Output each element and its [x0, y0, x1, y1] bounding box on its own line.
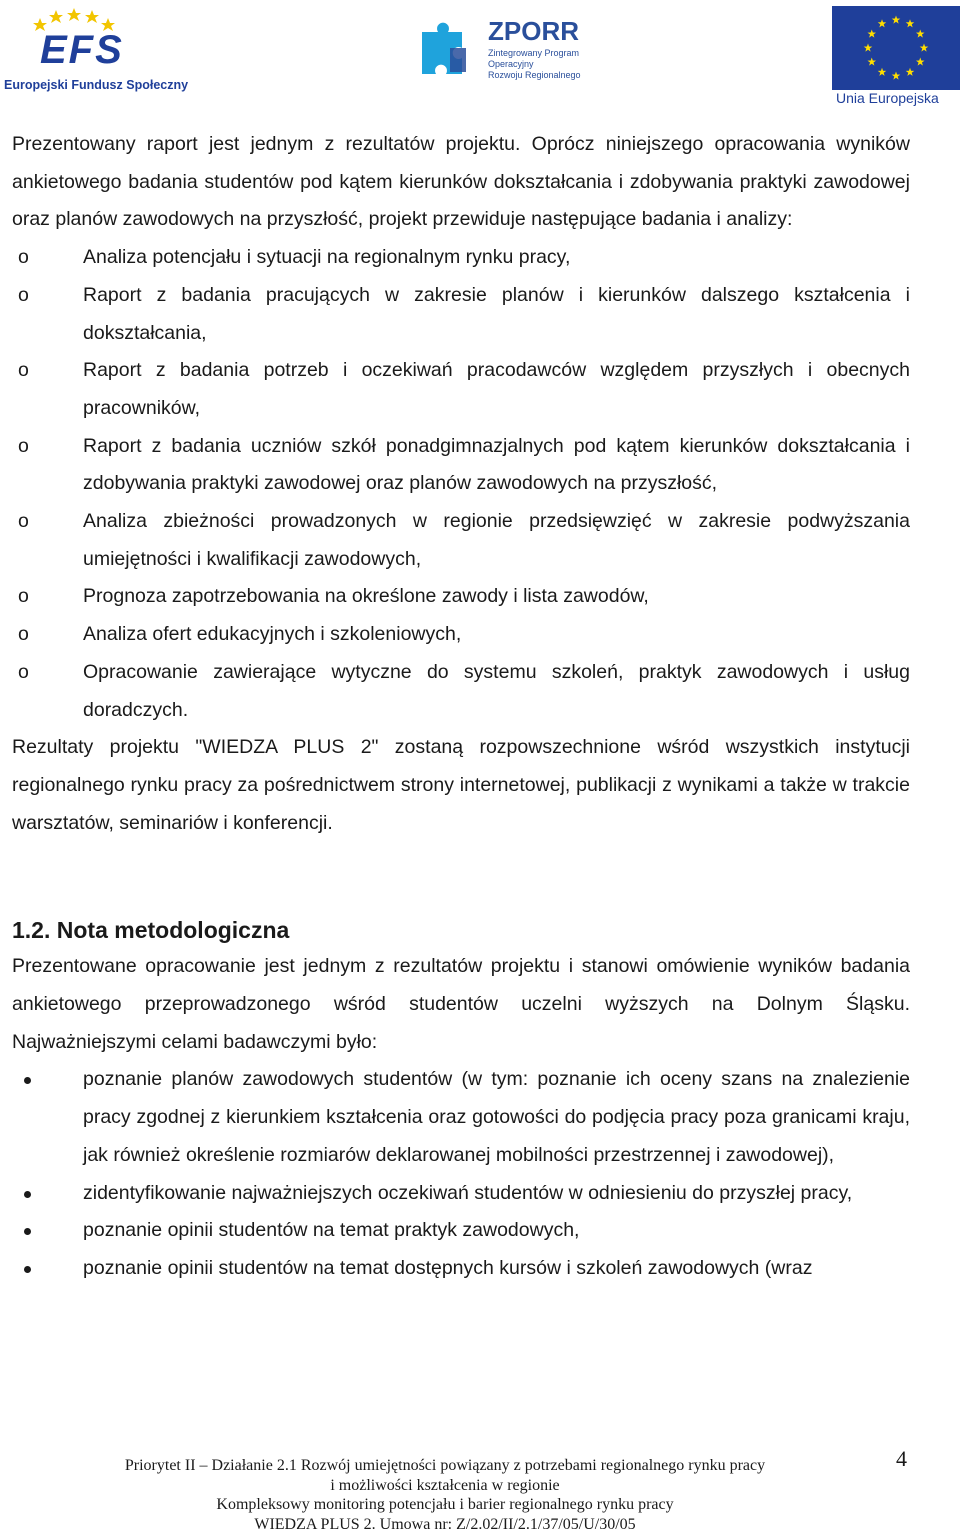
- intro-paragraph: Prezentowany raport jest jednym z rezultatów projektu. Oprócz niniejszego opracowania wyników ankietowego badania studentów pod kątem kierunków dokształcania i zdobywania praktyki zawodowej oraz planów zawodowych na przyszłość, projekt przewiduje następujące badania i analizy:: [12, 133, 910, 231]
- analyses-item-text: Raport z badania potrzeb i oczekiwań pracodawców względem przyszłych i obecnych pracowników,: [83, 359, 910, 419]
- analyses-item-text: Analiza ofert edukacyjnych i szkoleniowych,: [83, 623, 462, 646]
- list-marker: o: [18, 359, 29, 382]
- analyses-item-text: Analiza zbieżności prowadzonych w regionie przedsięwzięć w zakresie podwyższania umiejętności i kwalifikacji zawodowych,: [83, 510, 910, 570]
- page-number: 4: [896, 1446, 907, 1471]
- puzzle-icon: [416, 18, 482, 84]
- list-marker: o: [18, 283, 29, 306]
- list-marker: o: [18, 660, 29, 683]
- goals-item: [12, 1175, 910, 1213]
- footer-line-3: Kompleksowy monitoring potencjału i barier regionalnego rynku pracy: [216, 1496, 674, 1513]
- zporr-logo: [412, 14, 592, 86]
- eu-logo: [832, 6, 960, 108]
- analyses-item: [12, 503, 910, 578]
- analyses-item: [12, 428, 910, 503]
- zporr-subtitle-3: Rozwoju Regionalnego: [488, 70, 581, 80]
- bullet-icon: [24, 1228, 31, 1235]
- eu-star-icon: [878, 68, 887, 76]
- goals-list: [12, 1061, 910, 1287]
- analyses-item: [12, 654, 910, 729]
- footer-line-4: WIEDZA PLUS 2. Umowa nr: Z/2.02/II/2.1/37/05/U/30/05: [254, 1515, 636, 1533]
- analyses-list: [12, 239, 910, 729]
- analyses-item-text: Raport z badania pracujących w zakresie planów i kierunków dalszego kształcenia i dokształcania,: [83, 283, 910, 344]
- bullet-icon: [24, 1077, 31, 1084]
- analyses-item-text: Raport z badania uczniów szkół ponadgimnazjalnych pod kątem kierunków dokształcania i zdobywania praktyki zawodowej oraz planów zawodowych na przyszłość,: [83, 434, 910, 495]
- list-marker: o: [18, 510, 29, 533]
- analyses-item: [12, 352, 910, 427]
- eu-star-icon: [892, 16, 901, 24]
- efs-logo-text: EFS: [40, 28, 124, 72]
- section-intro-paragraph: Prezentowane opracowanie jest jednym z rezultatów projektu i stanowi omówienie wyników badania ankietowego przeprowadzonego wśród studentów uczelni wyższych na Dolnym Śląsku. Najważniejszymi celami badawczymi było:: [12, 955, 910, 1053]
- eu-star-icon: [920, 44, 929, 52]
- list-marker: o: [18, 246, 29, 269]
- analyses-item: [12, 578, 910, 616]
- eu-star-icon: [906, 68, 915, 76]
- list-marker: o: [18, 434, 29, 457]
- goals-item-text: poznanie opinii studentów na temat praktyk zawodowych,: [83, 1219, 580, 1242]
- section-heading: 1.2. Nota metodologiczna: [12, 917, 290, 944]
- eu-star-icon: [916, 58, 925, 66]
- analyses-item-text: Opracowanie zawierające wytyczne do systemu szkoleń, praktyk zawodowych i usług doradczych.: [83, 660, 910, 721]
- eu-star-icon: [867, 30, 876, 38]
- list-marker: o: [18, 623, 29, 646]
- eu-flag-icon: [832, 6, 960, 90]
- eu-caption: Unia Europejska: [836, 90, 939, 106]
- eu-star-icon: [906, 19, 915, 27]
- eu-star-icon: [864, 44, 873, 52]
- goals-item-text: poznanie planów zawodowych studentów (w tym: poznanie ich oceny szans na znalezienie pracy zgodnej z kierunkiem kształcenia oraz gotowości do podjęcia pracy poza granicami kraju, jak również określenie rozmiarów deklarowanej mobilności przestrzennej i zawodowej),: [83, 1068, 910, 1166]
- analyses-item-text: Analiza potencjału i sytuacji na regionalnym rynku pracy,: [83, 246, 571, 269]
- page-header: [0, 0, 960, 110]
- efs-logo: [4, 4, 189, 96]
- bullet-icon: [24, 1191, 31, 1198]
- results-paragraph: Rezultaty projektu "WIEDZA PLUS 2" zostaną rozpowszechnione wśród wszystkich instytucji regionalnego rynku pracy za pośrednictwem strony internetowej, publikacji z wynikami a także w trakcie warsztatów, seminariów i konferencji.: [12, 736, 910, 834]
- goals-item-text: zidentyfikowanie najważniejszych oczekiwań studentów w odniesieniu do przyszłej pracy,: [83, 1181, 853, 1204]
- eu-star-icon: [892, 72, 901, 80]
- analyses-item: [12, 616, 910, 654]
- zporr-subtitle-1: Zintegrowany Program: [488, 48, 580, 58]
- analyses-item: [12, 239, 910, 277]
- goals-item: [12, 1061, 910, 1174]
- footer-line-1: Priorytet II – Działanie 2.1 Rozwój umiejętności powiązany z potrzebami regionalnego rynku pracy: [124, 1457, 766, 1474]
- page-footer: [0, 1456, 890, 1534]
- eu-star-icon: [878, 19, 887, 27]
- zporr-subtitle-2: Operacyjny: [488, 59, 534, 69]
- zporr-logo-text: ZPORR: [488, 16, 579, 46]
- eu-star-icon: [867, 58, 876, 66]
- document-body: [12, 126, 910, 1288]
- footer-line-2: i możliwości kształcenia w regionie: [330, 1476, 560, 1494]
- analyses-item-text: Prognoza zapotrzebowania na określone zawody i lista zawodów,: [83, 585, 649, 608]
- eu-star-icon: [916, 30, 925, 38]
- list-marker: o: [18, 585, 29, 608]
- goals-item: [12, 1250, 910, 1288]
- goals-item: [12, 1212, 910, 1250]
- goals-item-text: poznanie opinii studentów na temat dostępnych kursów i szkoleń zawodowych (wraz: [83, 1256, 813, 1279]
- analyses-item: [12, 277, 910, 352]
- efs-caption: Europejski Fundusz Społeczny: [4, 78, 189, 92]
- bullet-icon: [24, 1266, 31, 1273]
